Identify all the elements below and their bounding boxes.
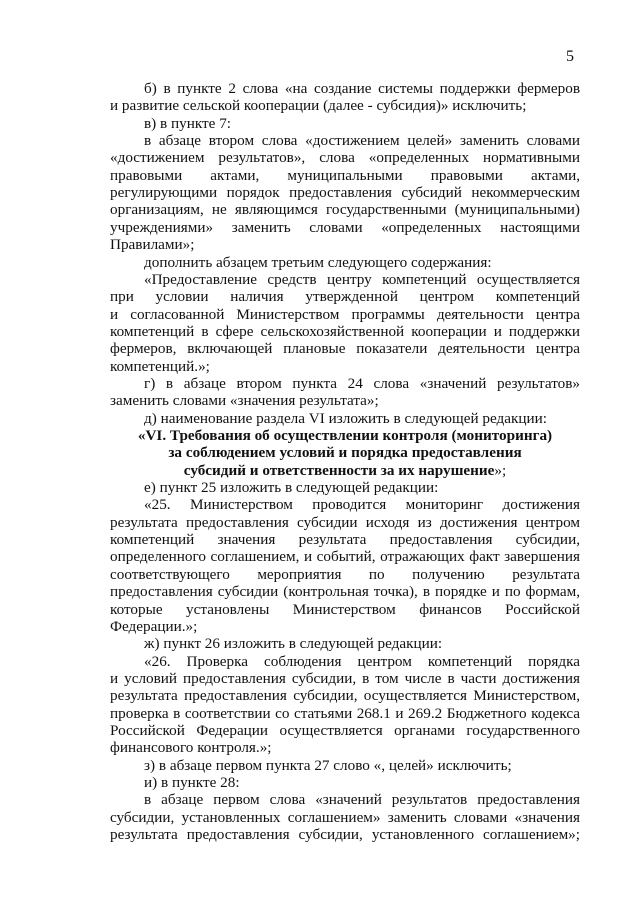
- text-line-content: «достижением результатов», слова «определенных нормативными: [110, 149, 580, 167]
- text-line-content: «25. Министерством проводится мониторинг достижения: [144, 496, 580, 514]
- text-line: [110, 722, 580, 740]
- text-line-content: субсидий и ответственности за их нарушение: [183, 461, 495, 479]
- page-number: 5: [566, 48, 574, 65]
- text-line: [110, 618, 580, 636]
- text-line-content: результата предоставления субсидии, установленного соглашением»;: [110, 826, 580, 844]
- text-line-content: при условии наличия утвержденной центром компетенций: [110, 288, 580, 306]
- text-line: [110, 583, 580, 601]
- text-line: [144, 774, 580, 792]
- text-line: [144, 653, 580, 671]
- text-line-content: д) наименование раздела VI изложить в следующей редакции:: [144, 409, 547, 427]
- text-line: [110, 705, 580, 723]
- text-line-content: ж) пункт 26 изложить в следующей редакции:: [144, 635, 443, 653]
- text-line: [144, 791, 580, 809]
- text-line-content: компетенций.»;: [110, 357, 210, 375]
- text-line-content: фермеров, включающей плановые показатели деятельности центра: [110, 340, 580, 358]
- text-line-content: дополнить абзацем третьим следующего содержания:: [144, 253, 492, 271]
- text-line-content: компетенций значения результата предоставления субсидии,: [110, 531, 580, 549]
- text-line: [110, 340, 580, 358]
- text-line-content: субсидии, установленных соглашением» заменить словами «значения: [110, 808, 580, 826]
- text-line: [110, 826, 580, 844]
- text-line-content: «Предоставление средств центру компетенций осуществляется: [144, 270, 580, 288]
- text-line-content: результата предоставления субсидии, осуществляется Министерством,: [110, 687, 580, 705]
- text-line-content: организациям, не являющимся государственными (муниципальными): [110, 201, 580, 219]
- text-line-content: и развитие сельской кооперации (далее - субсидия)» исключить;: [110, 97, 527, 115]
- text-line: [110, 566, 580, 584]
- text-line-content: и условий предоставления субсидии, в том числе в части достижения: [110, 669, 580, 687]
- text-line: [110, 288, 580, 306]
- text-line-content: б) в пункте 2 слова «на создание системы поддержки фермеров: [144, 80, 580, 97]
- text-line: [110, 201, 580, 219]
- text-line: [110, 809, 580, 827]
- text-line-content: «VI. Требования об осуществлении контроля (мониторинга): [137, 427, 553, 444]
- text-line-content: в) в пункте 7:: [144, 114, 232, 132]
- text-line-content: Федерации.»;: [110, 617, 198, 635]
- text-line: [110, 601, 580, 619]
- text-line: [144, 479, 580, 497]
- text-line: [110, 462, 580, 480]
- text-line-content: предоставления субсидии (контрольная точка), в порядке и по формам,: [110, 583, 580, 601]
- text-line: [110, 184, 580, 202]
- text-line-content: в абзаце втором слова «достижением целей» заменить словами: [144, 132, 580, 150]
- text-line: [110, 427, 580, 445]
- text-line: [110, 514, 580, 532]
- text-line: [110, 444, 580, 462]
- text-line: [144, 132, 580, 150]
- text-line-content: соответствующего мероприятия по получению результата: [110, 565, 580, 583]
- text-line: [144, 375, 580, 393]
- text-line-content: которые установлены Министерством финансов Российской: [110, 600, 580, 618]
- text-line: [110, 167, 580, 185]
- text-line-content: заменить словами «значения результата»;: [110, 392, 379, 410]
- text-line: [144, 271, 580, 289]
- text-line: [110, 323, 580, 341]
- text-line: [144, 635, 580, 653]
- text-line-content: правовыми актами, муниципальными правовыми актами,: [110, 166, 580, 184]
- text-line-content: з) в абзаце первом пункта 27 слово «, целей» исключить;: [144, 756, 512, 774]
- text-line: [110, 97, 580, 115]
- text-line: [144, 80, 580, 98]
- text-line: [110, 670, 580, 688]
- text-line-content: «26. Проверка соблюдения центром компетенций порядка: [144, 652, 580, 670]
- text-line-content: за соблюдением условий и порядка предоставления: [168, 444, 522, 462]
- text-line-content: результата предоставления субсидии исходя из достижения центром: [110, 513, 580, 531]
- text-line: [110, 358, 580, 376]
- text-line: [144, 757, 580, 775]
- text-line-content: Правилами»;: [110, 236, 195, 254]
- text-line-content: и согласованной Министерством программы деятельности центра: [110, 305, 580, 323]
- text-line-content: е) пункт 25 изложить в следующей редакции:: [144, 479, 439, 497]
- text-line: [110, 392, 580, 410]
- text-line: [110, 531, 580, 549]
- text-line: [110, 219, 580, 237]
- text-line-content: г) в абзаце втором пункта 24 слова «значений результатов»: [144, 374, 580, 392]
- text-line-content: определенного соглашением, и событий, отражающих факт завершения: [110, 548, 580, 566]
- text-line-content: в абзаце первом слова «значений результатов предоставления: [144, 791, 580, 809]
- text-line-content: компетенций в сфере сельскохозяйственной кооперации и поддержки: [110, 322, 580, 340]
- text-line-tail: »;: [494, 461, 507, 479]
- text-line: [144, 254, 580, 272]
- text-line-content: регулирующими порядок предоставления субсидий некоммерческим: [110, 184, 580, 202]
- text-line: [110, 306, 580, 324]
- text-line: [110, 548, 580, 566]
- text-line: [144, 410, 580, 428]
- text-line-content: проверка в соответствии со статьями 268.1 и 269.2 Бюджетного кодекса: [110, 704, 580, 722]
- text-line-content: финансового контроля.»;: [110, 739, 272, 757]
- text-line: [110, 739, 580, 757]
- text-line: [144, 115, 580, 133]
- text-line-content: Российской Федерации осуществляется органами государственного: [110, 721, 580, 739]
- text-line: [110, 149, 580, 167]
- text-line: [110, 687, 580, 705]
- text-line-content: учреждениями» заменить словами «определенных настоящими: [110, 218, 580, 236]
- text-line-content: и) в пункте 28:: [144, 774, 240, 791]
- text-line: [144, 496, 580, 514]
- text-line: [110, 236, 580, 254]
